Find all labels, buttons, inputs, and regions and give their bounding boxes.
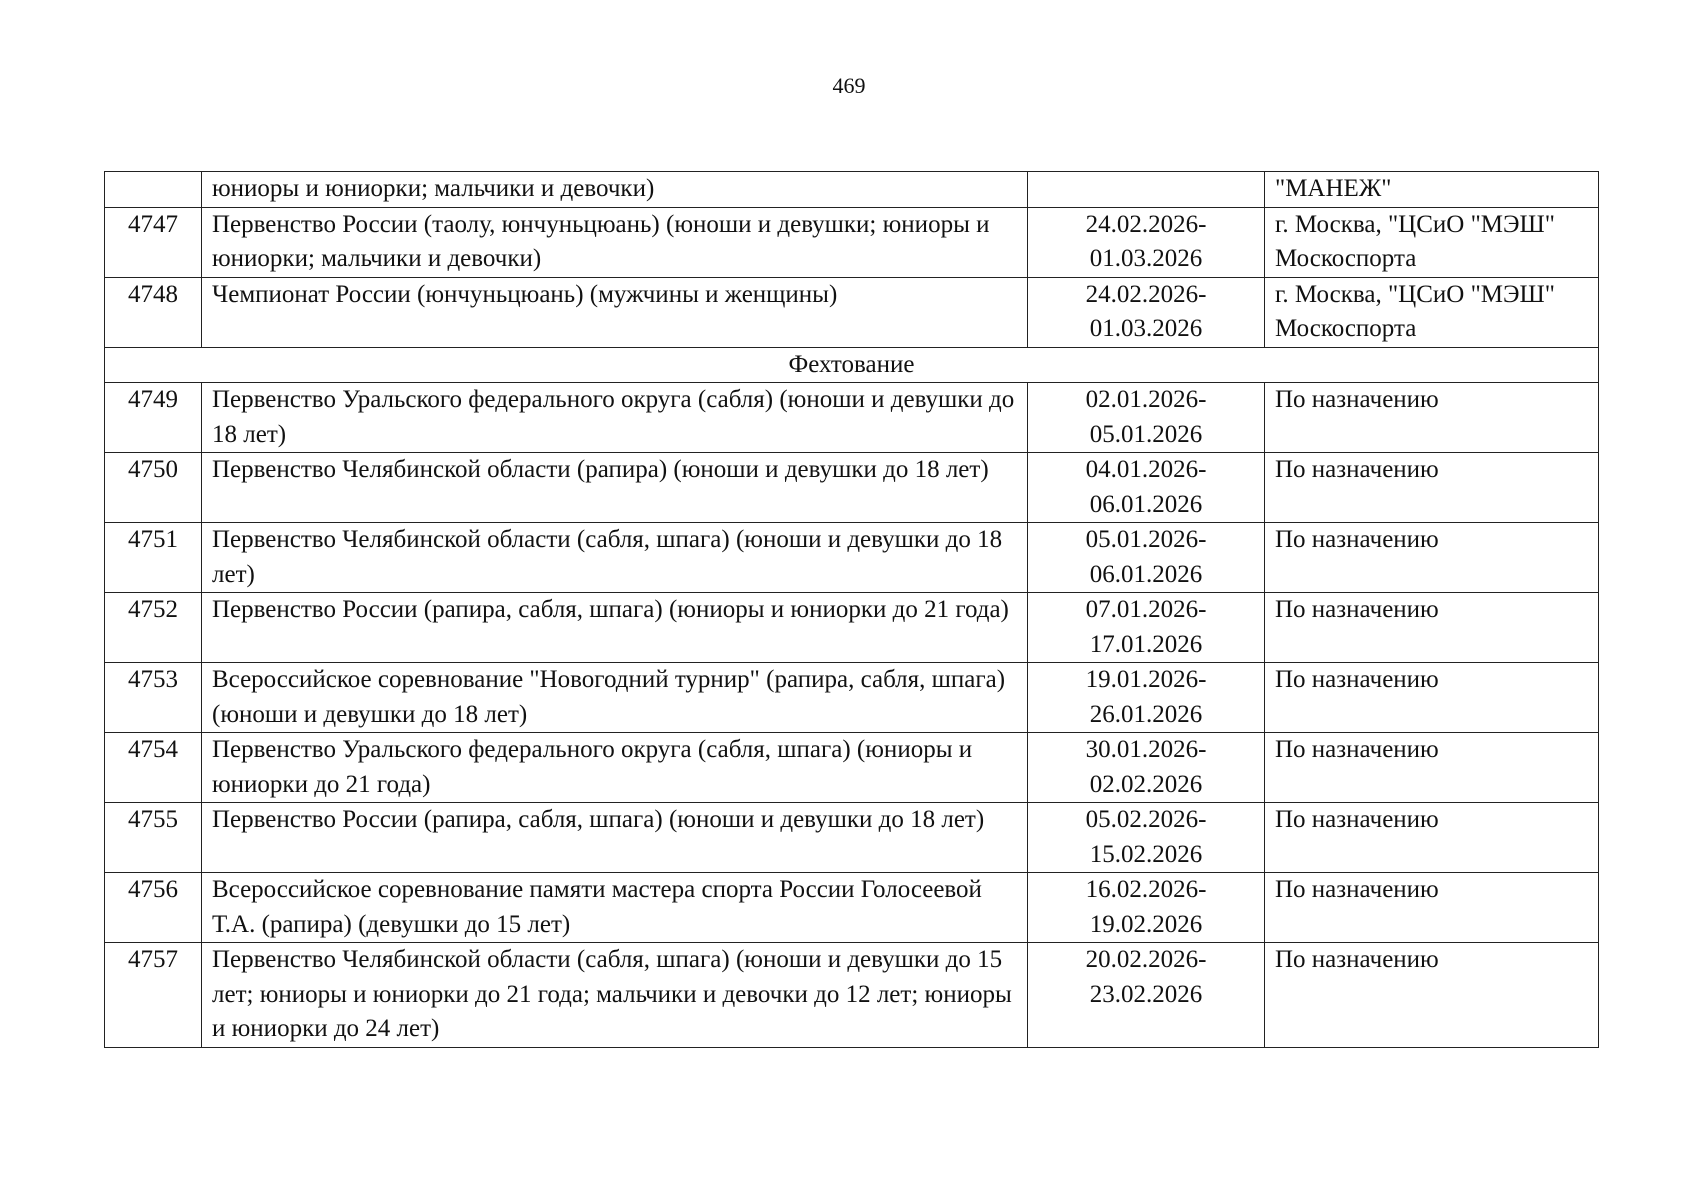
table-row [105, 663, 1599, 733]
event-date-from: 05.01.2026- [1085, 526, 1207, 553]
event-dates-cell [1028, 663, 1265, 733]
event-number-cell: 4749 [105, 383, 202, 453]
section-title: Фехтование [105, 347, 1599, 383]
event-dates-cell [1028, 523, 1265, 593]
table-row [105, 277, 1599, 347]
event-dates-cell [1028, 733, 1265, 803]
event-number-cell: 4752 [105, 593, 202, 663]
event-place-cell: По назначению [1265, 873, 1599, 943]
event-dates-cell [1028, 593, 1265, 663]
event-name-cell: Первенство Уральского федерального округа (сабля, шпага) (юниоры и юниорки до 21 года) [202, 733, 1028, 803]
event-number-cell: 4751 [105, 523, 202, 593]
event-number-cell: 4747 [105, 207, 202, 277]
table-row [105, 207, 1599, 277]
event-name-cell: Первенство Челябинской области (рапира) (юноши и девушки до 18 лет) [202, 453, 1028, 523]
event-date-to: 23.02.2026 [1089, 980, 1203, 1008]
event-date-from: 05.02.2026- [1085, 806, 1207, 833]
event-dates-cell [1028, 943, 1265, 1048]
events-table-body [105, 172, 1599, 1048]
event-date-from: 19.01.2026- [1085, 666, 1207, 693]
events-table [104, 171, 1599, 1048]
table-row [105, 733, 1599, 803]
event-date-from: 04.01.2026- [1085, 456, 1207, 483]
event-date-from: 16.02.2026- [1085, 876, 1207, 903]
event-date-to: 19.02.2026 [1089, 910, 1203, 938]
event-date-to: 15.02.2026 [1089, 840, 1203, 868]
event-name-cell: Первенство Уральского федерального округа (сабля) (юноши и девушки до 18 лет) [202, 383, 1028, 453]
event-name-cell: Всероссийское соревнование памяти мастера спорта России Голосеевой Т.А. (рапира) (девушки до 15 лет) [202, 873, 1028, 943]
event-dates-cell [1028, 383, 1265, 453]
event-number-cell: 4750 [105, 453, 202, 523]
table-row [105, 523, 1599, 593]
table-row [105, 803, 1599, 873]
event-name-cell: Первенство Челябинской области (сабля, шпага) (юноши и девушки до 18 лет) [202, 523, 1028, 593]
event-name-cell: Первенство России (таолу, юнчуньцюань) (юноши и девушки; юниоры и юниорки; мальчики и девочки) [202, 207, 1028, 277]
table-row [105, 873, 1599, 943]
event-place-cell: По назначению [1265, 943, 1599, 1048]
event-name-cell: Всероссийское соревнование "Новогодний турнир" (рапира, сабля, шпага) (юноши и девушки до 18 лет) [202, 663, 1028, 733]
event-place-cell: По назначению [1265, 523, 1599, 593]
event-date-to: 26.01.2026 [1089, 700, 1203, 728]
event-number-cell: 4748 [105, 277, 202, 347]
event-name-cell: юниоры и юниорки; мальчики и девочки) [202, 172, 1028, 208]
table-row [105, 593, 1599, 663]
event-date-to: 06.01.2026 [1089, 490, 1203, 518]
event-dates-cell [1028, 803, 1265, 873]
event-name-cell: Первенство России (рапира, сабля, шпага) (юноши и девушки до 18 лет) [202, 803, 1028, 873]
event-date-from: 30.01.2026- [1085, 736, 1207, 763]
event-date-to: 06.01.2026 [1089, 560, 1203, 588]
event-place-cell: По назначению [1265, 733, 1599, 803]
event-name-cell: Первенство России (рапира, сабля, шпага) (юниоры и юниорки до 21 года) [202, 593, 1028, 663]
event-place-cell: По назначению [1265, 383, 1599, 453]
event-place-cell: По назначению [1265, 453, 1599, 523]
event-place-cell: г. Москва, "ЦСиО "МЭШ" Москоспорта [1265, 277, 1599, 347]
event-date-to: 05.01.2026 [1089, 420, 1203, 448]
table-row-continuation [105, 172, 1599, 208]
event-dates-cell [1028, 453, 1265, 523]
event-number-cell: 4753 [105, 663, 202, 733]
event-date-from: 02.01.2026- [1085, 386, 1207, 413]
event-date-from: 07.01.2026- [1085, 596, 1207, 623]
event-date-from: 20.02.2026- [1085, 946, 1207, 973]
event-name-cell: Первенство Челябинской области (сабля, шпага) (юноши и девушки до 15 лет; юниоры и юниорки до 21 года; мальчики и девочки до 12 лет; юниоры и юниорки до 24 лет) [202, 943, 1028, 1048]
table-row [105, 943, 1599, 1048]
event-number-cell: 4754 [105, 733, 202, 803]
event-number-cell: 4757 [105, 943, 202, 1048]
event-dates-cell [1028, 873, 1265, 943]
event-number-cell: 4756 [105, 873, 202, 943]
event-date-to: 02.02.2026 [1089, 770, 1203, 798]
event-dates-cell [1028, 277, 1265, 347]
event-name-cell: Чемпионат России (юнчуньцюань) (мужчины и женщины) [202, 277, 1028, 347]
event-place-cell: г. Москва, "ЦСиО "МЭШ" Москоспорта [1265, 207, 1599, 277]
event-number-cell: 4755 [105, 803, 202, 873]
event-date-to: 01.03.2026 [1089, 315, 1203, 342]
event-place-cell: По назначению [1265, 663, 1599, 733]
table-row [105, 383, 1599, 453]
page-number: 469 [832, 73, 866, 98]
event-place-cell: По назначению [1265, 593, 1599, 663]
section-header-row [105, 347, 1599, 383]
event-dates-cell [1028, 172, 1265, 208]
table-row [105, 453, 1599, 523]
event-number-cell [105, 172, 202, 208]
event-date-from: 24.02.2026- [1085, 210, 1207, 238]
event-place-cell: "МАНЕЖ" [1265, 172, 1599, 208]
event-date-from: 24.02.2026- [1085, 280, 1207, 308]
event-dates-cell [1028, 207, 1265, 277]
event-place-cell: По назначению [1265, 803, 1599, 873]
event-date-to: 01.03.2026 [1089, 245, 1203, 272]
event-date-to: 17.01.2026 [1089, 630, 1203, 658]
